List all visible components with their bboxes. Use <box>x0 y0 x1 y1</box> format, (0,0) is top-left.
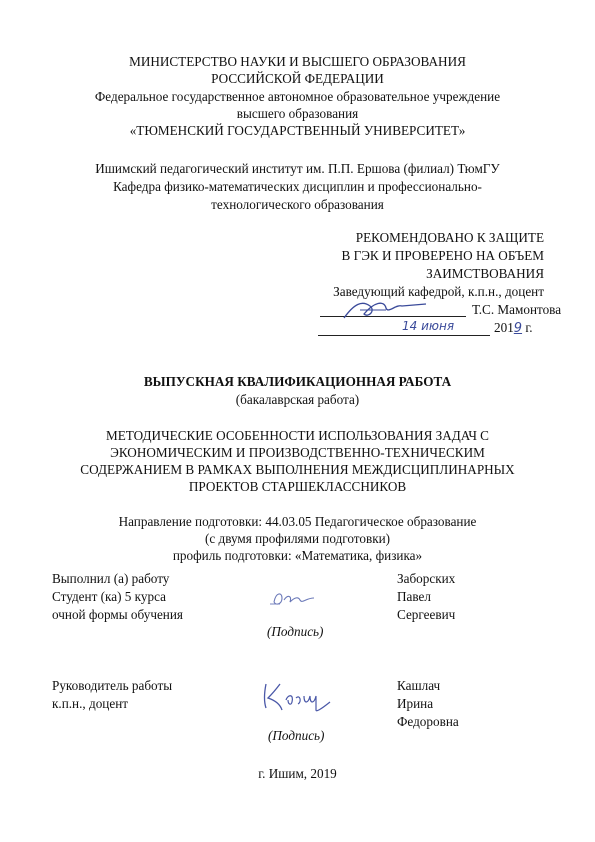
institute-name: Ишимский педагогический институт им. П.П. Ершова (филиал) ТюмГУ <box>95 161 500 176</box>
year-prefix: 201 <box>494 320 514 335</box>
student-label-1: Выполнил (а) работу <box>52 571 170 586</box>
org-line-1: Федеральное государственное автономное образовательное учреждение <box>94 89 501 104</box>
head-of-department-label: Заведующий кафедрой, к.п.н., доцент <box>333 284 544 299</box>
supervisor-name-1: Кашлач <box>397 678 441 693</box>
direction-line-1: Направление подготовки: 44.03.05 Педагогическое образование <box>118 514 477 529</box>
date-handwritten: 14 июня <box>402 319 455 333</box>
supervisor-label-1: Руководитель работы <box>52 678 173 693</box>
supervisor-name-2: Ирина <box>397 696 434 711</box>
student-name-3: Сергеевич <box>397 607 456 622</box>
department-line-2: технологического образования <box>211 197 384 212</box>
student-signature-image <box>268 588 318 610</box>
work-subtitle: (бакалаврская работа) <box>235 392 360 407</box>
direction-line-2: (с двумя профилями подготовки) <box>204 531 391 546</box>
date-year <box>494 320 533 337</box>
topic-line-4: ПРОЕКТОВ СТАРШЕКЛАССНИКОВ <box>188 479 407 494</box>
student-name-1: Заборских <box>397 571 456 586</box>
student-label-3: очной формы обучения <box>52 607 183 622</box>
place-and-year: г. Ишим, 2019 <box>258 766 337 781</box>
approval-line-2: В ГЭК И ПРОВЕРЕНО НА ОБЪЕМ <box>341 248 544 263</box>
topic-line-3: СОДЕРЖАНИЕМ В РАМКАХ ВЫПОЛНЕНИЯ МЕЖДИСЦИПЛИНАРНЫХ <box>80 462 515 477</box>
year-digit-handwritten: 9 <box>513 321 523 336</box>
date-line <box>318 335 490 336</box>
department-line-1: Кафедра физико-математических дисциплин и профессионально- <box>113 179 482 194</box>
work-title: ВЫПУСКНАЯ КВАЛИФИКАЦИОННАЯ РАБОТА <box>143 374 452 389</box>
year-suffix: г. <box>522 320 533 335</box>
approval-line-1: РЕКОМЕНДОВАНО К ЗАЩИТЕ <box>355 230 544 245</box>
student-label-2: Студент (ка) 5 курса <box>52 589 166 604</box>
student-name-2: Павел <box>397 589 431 604</box>
head-name: Т.С. Мамонтова <box>472 302 562 317</box>
supervisor-label-2: к.п.н., доцент <box>52 696 129 711</box>
ministry-line-1: МИНИСТЕРСТВО НАУКИ И ВЫСШЕГО ОБРАЗОВАНИЯ <box>129 54 466 69</box>
org-line-2: высшего образования <box>236 106 359 121</box>
direction-line-3: профиль подготовки: «Математика, физика» <box>172 548 423 563</box>
topic-line-2: ЭКОНОМИЧЕСКИМ И ПРОИЗВОДСТВЕННО-ТЕХНИЧЕСКИМ <box>110 445 485 460</box>
supervisor-signature-caption: (Подпись) <box>268 728 325 743</box>
supervisor-name-3: Федоровна <box>397 714 459 729</box>
supervisor-signature-image <box>258 680 338 714</box>
ministry-line-2: РОССИЙСКОЙ ФЕДЕРАЦИИ <box>211 71 384 86</box>
approval-line-3: ЗАИМСТВОВАНИЯ <box>426 266 544 281</box>
university-name: «ТЮМЕНСКИЙ ГОСУДАРСТВЕННЫЙ УНИВЕРСИТЕТ» <box>129 123 466 138</box>
topic-line-1: МЕТОДИЧЕСКИЕ ОСОБЕННОСТИ ИСПОЛЬЗОВАНИЯ ЗАДАЧ С <box>106 428 489 443</box>
student-signature-caption: (Подпись) <box>267 624 324 639</box>
